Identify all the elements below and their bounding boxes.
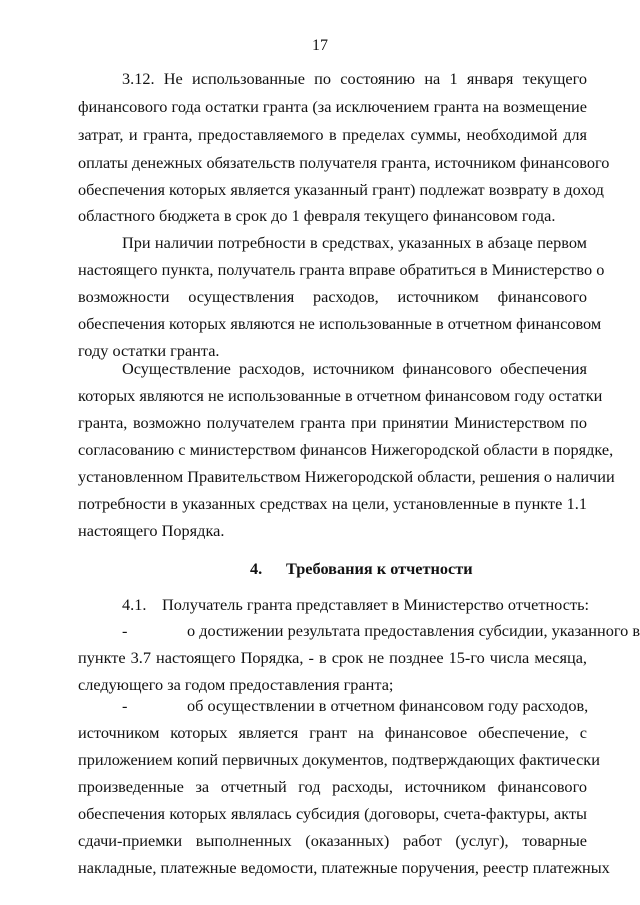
text-line: финансового года остатки гранта (за исключением гранта на возмещение xyxy=(78,97,587,116)
bullet-dash: - xyxy=(122,621,128,640)
bullet-item xyxy=(0,693,587,719)
text-line: 3.12. Не использованные по состоянию на 1 января текущего xyxy=(122,69,587,88)
text-line: пункте 3.7 настоящего Порядка, - в срок не позднее 15-го числа месяца, xyxy=(78,648,587,667)
bullet-dash: - xyxy=(122,696,128,715)
text-line: гранта, возможно получателем гранта при принятии Министерством по xyxy=(78,413,587,432)
text-line: оплаты денежных обязательств получателя гранта, источником финансового xyxy=(78,153,610,172)
text-line: настоящего Порядка. xyxy=(78,521,225,540)
text-line: обеспечения которых являлась субсидия (договоры, счета-фактуры, акты xyxy=(78,804,587,823)
text-line: затрат, и гранта, предоставляемого в пределах суммы, необходимой для xyxy=(78,125,587,144)
text-line: которых являются не использованные в отчетном финансовом году остатки xyxy=(78,386,603,405)
bullet-text: об осуществлении в отчетном финансовом году расходов, xyxy=(187,696,589,715)
text-line: настоящего пункта, получатель гранта вправе обратиться в Министерство о xyxy=(78,260,605,279)
section-heading xyxy=(0,556,640,582)
item-text: Получатель гранта представляет в Министерство отчетность: xyxy=(162,595,590,614)
text-line: обеспечения которых являются не использованные в отчетном финансовом xyxy=(78,314,602,333)
text-line: накладные, платежные ведомости, платежные поручения, реестр платежных xyxy=(78,858,610,877)
text-line: следующего за годом предоставления гранта; xyxy=(78,675,394,694)
text-line: источником которых является грант на финансовое обеспечение, с xyxy=(78,723,587,742)
bullet-text: о достижении результата предоставления субсидии, указанного в xyxy=(187,621,640,640)
page-number: 17 xyxy=(312,37,328,54)
text-line: сдачи-приемки выполненных (оказанных) работ (услуг), товарные xyxy=(78,831,587,850)
text-line: установленном Правительством Нижегородской области, решения о наличии xyxy=(78,467,615,486)
text-line: При наличии потребности в средствах, указанных в абзаце первом xyxy=(122,233,587,252)
text-line: произведенные за отчетный год расходы, источником финансового xyxy=(78,777,587,796)
text-line: приложением копий первичных документов, подтверждающих фактически xyxy=(78,750,600,769)
text-line: возможности осуществления расходов, источником финансового xyxy=(78,287,587,306)
text-line: году остатки гранта. xyxy=(78,341,220,360)
text-line: потребности в указанных средствах на цели, установленные в пункте 1.1 xyxy=(78,494,587,513)
item-number: 4.1. xyxy=(122,595,147,614)
bullet-item xyxy=(0,618,640,644)
section-title: Требования к отчетности xyxy=(286,559,473,578)
text-line: обеспечения которых является указанный грант) подлежат возврату в доход xyxy=(78,180,604,199)
section-number: 4. xyxy=(250,559,263,578)
item-4-1 xyxy=(0,592,590,618)
text-line: согласованию с министерством финансов Нижегородской области в порядке, xyxy=(78,440,614,459)
text-line: Осуществление расходов, источником финансового обеспечения xyxy=(122,359,587,378)
text-line: областного бюджета в срок до 1 февраля текущего финансовом года. xyxy=(78,206,556,225)
